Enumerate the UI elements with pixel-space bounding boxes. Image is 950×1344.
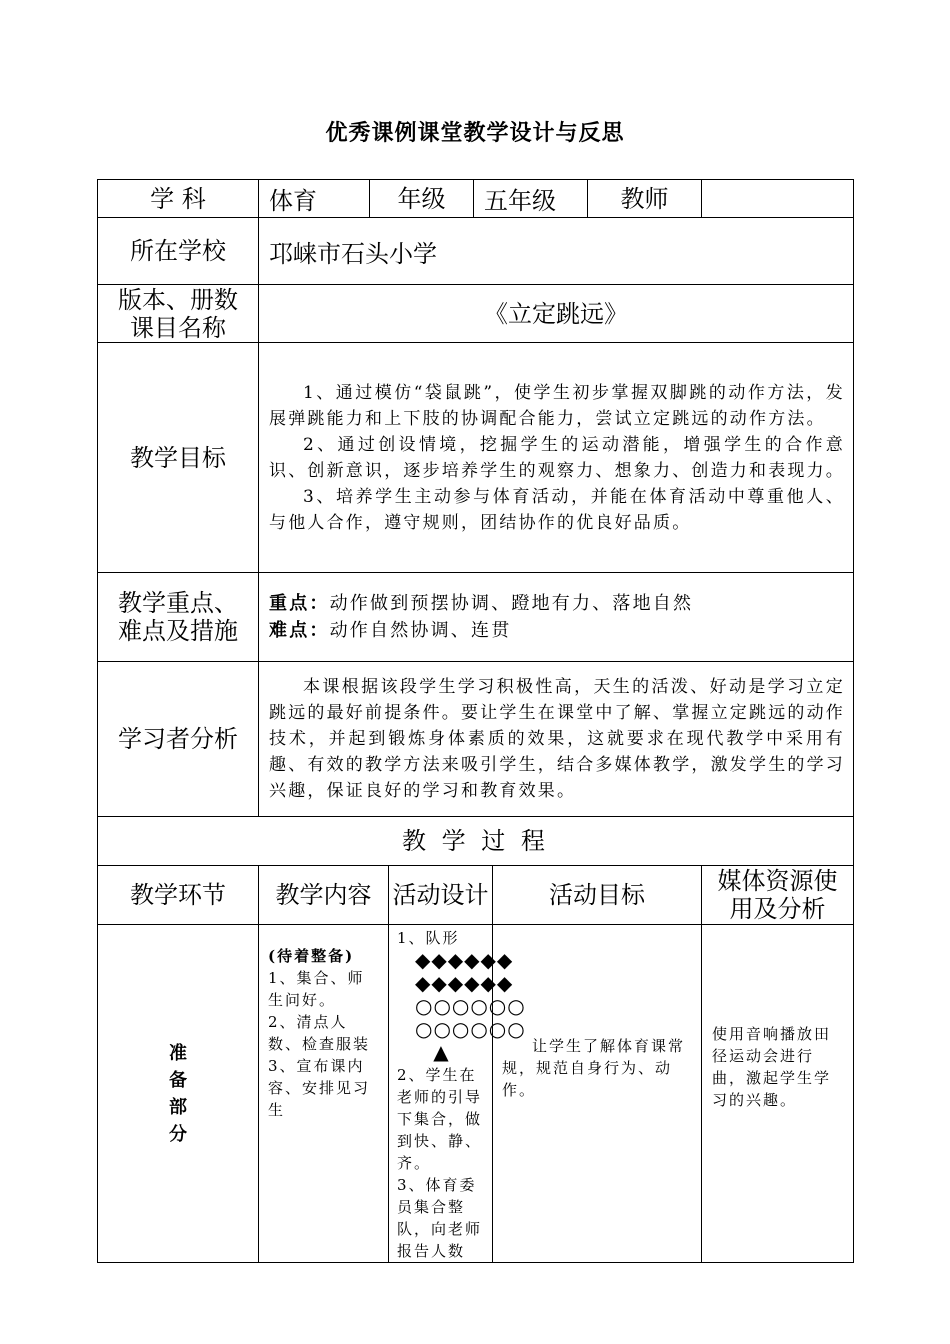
focus-text: 动作做到预摆协调、蹬地有力、落地自然 — [329, 593, 694, 614]
keypoints-label — [98, 573, 259, 662]
objective-item: 2、通过创设情境，挖掘学生的运动潜能，增强学生的合作意识、创新意识，逐步培养学生的观察力、想象力、创造力和表现力。 — [269, 434, 845, 481]
content-item: 3、宣布课内容、安排见习生 — [268, 1057, 371, 1119]
content-item: 2、清点人数、检查服装 — [268, 1013, 371, 1053]
subject-value: 体育 — [259, 180, 370, 218]
formation-row-teachers: ◆◆◆◆◆◆ — [415, 948, 514, 972]
objective-item: 1、通过模仿“袋鼠跳”，使学生初步掌握双脚跳的动作方法，发展弹跳能力和上下肢的协调配合能力，尝试立定跳远的动作方法。 — [269, 382, 845, 429]
col-stage: 教学环节 — [98, 866, 259, 925]
edition-value: 《立定跳远》 — [259, 285, 854, 343]
design-item: 2、学生在老师的引导下集合，做到快、静、齐。 — [397, 1066, 483, 1172]
edition-label-line2: 课目名称 — [130, 313, 226, 342]
design-intro: 1、队形 — [397, 929, 460, 947]
school-value: 邛崃市石头小学 — [259, 218, 854, 285]
objective-item: 3、培养学生主动参与体育活动，并能在体育活动中尊重他人、与他人合作，遵守规则，团结协作的优良好品质。 — [269, 486, 845, 533]
difficulty-text: 动作自然协调、连贯 — [329, 620, 512, 641]
focus-line — [269, 590, 845, 617]
formation-row-students: ○○○○○○ — [415, 994, 526, 1018]
learner-content — [259, 662, 854, 817]
formation-teacher-marker: ▲ — [433, 1040, 450, 1064]
col-media-line1: 媒体资源使 — [717, 867, 838, 895]
difficulty-label: 难点： — [269, 620, 330, 641]
stage-char: 部 — [169, 1096, 187, 1118]
stage-char: 准 — [169, 1042, 187, 1064]
learner-label: 学习者分析 — [98, 662, 259, 817]
edition-label-line1: 版本、册数 — [118, 285, 238, 314]
col-content: 教学内容 — [259, 866, 389, 925]
edition-label — [98, 285, 259, 343]
difficulty-line — [269, 617, 845, 644]
content-cell — [259, 925, 389, 1263]
objectives-label: 教学目标 — [98, 343, 259, 573]
keypoints-label-line1: 教学重点、 — [118, 589, 238, 617]
keypoints-content — [259, 573, 854, 662]
col-design: 活动设计 — [389, 866, 493, 925]
design-item: 3、体育委员集合整队，向老师报告人数 — [397, 1176, 483, 1260]
col-media — [702, 866, 854, 925]
focus-label: 重点： — [269, 593, 330, 614]
subject-label: 学 科 — [98, 180, 259, 218]
document-title: 优秀课例课堂教学设计与反思 — [325, 121, 625, 146]
goal-cell: 让学生了解体育课常规，规范自身行为、动作。 — [493, 925, 702, 1263]
stage-char: 备 — [169, 1069, 187, 1091]
learner-text: 本课根据该段学生学习积极性高，天生的活泼、好动是学习立定跳远的最好前提条件。要让学生在课堂中了解、掌握立定跳远的动作技术，并起到锻炼身体素质的效果，这就要求在现代教学中采用有趣、有效的教学方法来吸引学生，结合多媒体教学，激发学生的学习兴趣，保证良好的学习和教育效果。 — [269, 677, 845, 801]
teacher-value — [702, 180, 854, 218]
content-item: 1、集合、师生问好。 — [268, 969, 365, 1009]
media-cell: 使用音响播放田径运动会进行曲，激起学生学习的兴趣。 — [702, 925, 854, 1263]
keypoints-label-line2: 难点及措施 — [118, 617, 238, 645]
content-title: (待着整备) — [268, 947, 355, 965]
formation-row-teachers: ◆◆◆◆◆◆ — [415, 971, 514, 995]
school-label: 所在学校 — [98, 218, 259, 285]
formation-row-students: ○○○○○○ — [415, 1017, 526, 1041]
design-cell — [389, 925, 526, 1263]
process-heading: 教 学 过 程 — [98, 817, 854, 866]
stage-char: 分 — [169, 1123, 187, 1145]
col-media-line2: 用及分析 — [729, 895, 826, 923]
objectives-content — [259, 343, 854, 573]
grade-value: 五年级 — [474, 180, 588, 218]
stage-cell — [98, 925, 259, 1263]
teacher-label: 教师 — [588, 180, 702, 218]
col-goal: 活动目标 — [493, 866, 702, 925]
lesson-plan-table — [97, 179, 854, 1263]
grade-label: 年级 — [370, 180, 474, 218]
